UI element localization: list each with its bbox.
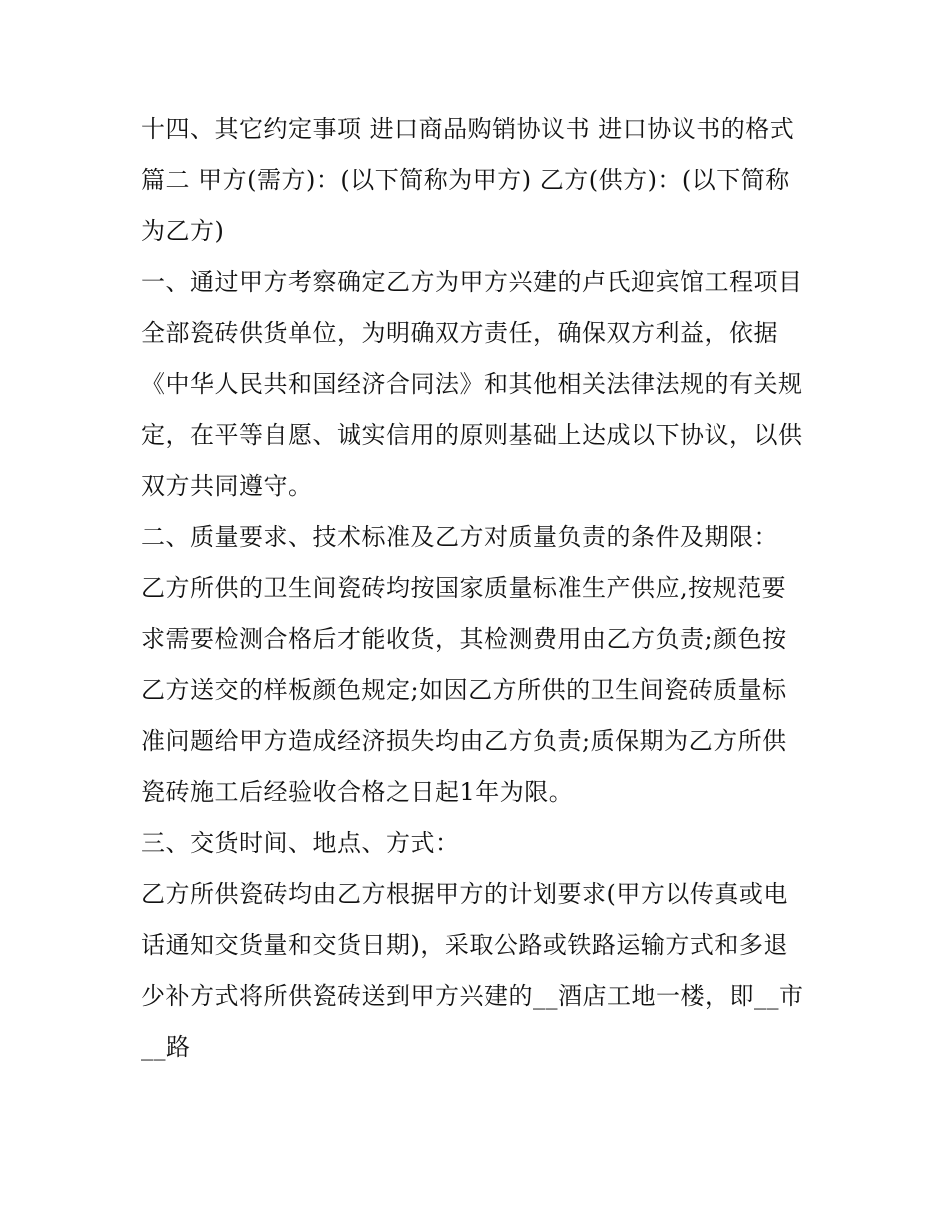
text-line-17: 话通知交货量和交货日期)，采取公路或铁路运输方式和多退 — [141, 931, 788, 959]
text-line-14: 瓷砖施工后经验收合格之日起1年为限。 — [141, 778, 574, 806]
text-line-13: 准问题给甲方造成经济损失均由乙方负责;质保期为乙方所供 — [141, 727, 787, 755]
text-line-7: 定，在平等自愿、诚实信用的原则基础上达成以下协议，以供 — [141, 421, 803, 449]
text-line-2: 篇二 甲方(需方)：(以下简称为甲方) 乙方(供方)：(以下简称 — [141, 166, 790, 194]
document-body — [141, 104, 821, 1073]
text-line-3: 为乙方) — [141, 217, 225, 245]
text-line-19: __路 — [141, 1033, 191, 1061]
text-line-15: 三、交货时间、地点、方式： — [141, 829, 460, 857]
text-line-12: 乙方送交的样板颜色规定;如因乙方所供的卫生间瓷砖质量标 — [141, 676, 787, 704]
text-line-1: 十四、其它约定事项 进口商品购销协议书 进口协议书的格式 — [141, 115, 795, 143]
text-line-5: 全部瓷砖供货单位，为明确双方责任，确保双方利益，依据 — [141, 319, 778, 347]
text-line-10: 乙方所供的卫生间瓷砖均按国家质量标准生产供应,按规范要 — [141, 574, 787, 602]
text-line-6: 《中华人民共和国经济合同法》和其他相关法律法规的有关规 — [141, 370, 803, 398]
text-line-11: 求需要检测合格后才能收货，其检测费用由乙方负责;颜色按 — [141, 625, 787, 653]
text-line-16: 乙方所供瓷砖均由乙方根据甲方的计划要求(甲方以传真或电 — [141, 880, 788, 908]
text-line-8: 双方共同遵守。 — [141, 472, 313, 500]
text-line-9: 二、质量要求、技术标准及乙方对质量负责的条件及期限： — [141, 523, 778, 551]
text-line-4: 一、通过甲方考察确定乙方为甲方兴建的卢氏迎宾馆工程项目 — [141, 268, 803, 296]
text-line-18: 少补方式将所供瓷砖送到甲方兴建的__酒店工地一楼，即__市 — [141, 982, 804, 1010]
